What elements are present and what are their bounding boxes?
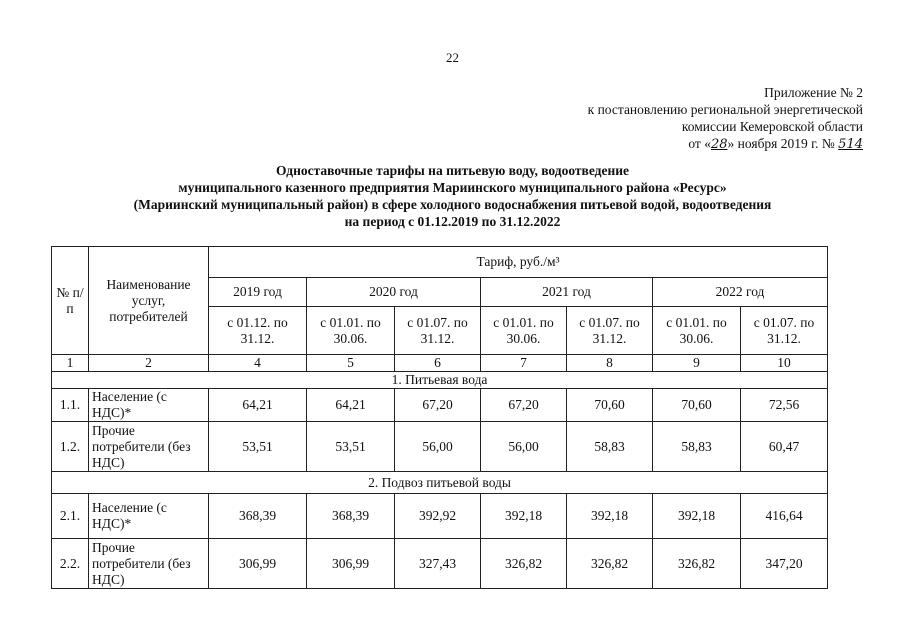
row-value: 326,82: [481, 539, 567, 589]
column-number: 2: [89, 355, 209, 372]
section-title: 1. Питьевая вода: [52, 372, 828, 389]
header-period: с 01.01. по 30.06.: [307, 307, 395, 355]
document-title: [40, 162, 865, 230]
row-value: 64,21: [307, 389, 395, 422]
row-value: 347,20: [741, 539, 828, 589]
date-day: 28: [710, 137, 728, 152]
header-period: с 01.01. по 30.06.: [481, 307, 567, 355]
column-number-row: [52, 355, 828, 372]
column-number: 8: [567, 355, 653, 372]
row-value: 368,39: [209, 494, 307, 539]
row-value: 56,00: [395, 422, 481, 472]
row-value: 306,99: [307, 539, 395, 589]
column-number: 5: [307, 355, 395, 372]
column-number: 6: [395, 355, 481, 372]
title-line-1: Одноставочные тарифы на питьевую воду, водоотведение: [275, 163, 630, 178]
header-num: № п/п: [52, 247, 89, 355]
column-number: 9: [653, 355, 741, 372]
row-num: 1.1.: [52, 389, 89, 422]
header-period: с 01.12. по 31.12.: [209, 307, 307, 355]
row-value: 67,20: [481, 389, 567, 422]
row-num: 1.2.: [52, 422, 89, 472]
column-number: 7: [481, 355, 567, 372]
date-prefix: от «: [688, 136, 711, 151]
title-line-3: (Мариинский муниципальный район) в сфере холодного водоснабжения питьевой водой, водоотведения: [133, 197, 772, 212]
title-line-4: на период с 01.12.2019 по 31.12.2022: [344, 214, 561, 229]
row-value: 326,82: [653, 539, 741, 589]
row-value: 53,51: [307, 422, 395, 472]
appendix-title: Приложение № 2: [764, 85, 863, 100]
row-value: 326,82: [567, 539, 653, 589]
row-name: Прочие потребители (без НДС): [89, 422, 209, 472]
title-line-2: муниципального казенного предприятия Мариинского муниципального района «Ресурс»: [178, 180, 727, 195]
row-value: 72,56: [741, 389, 828, 422]
column-number: 1: [52, 355, 89, 372]
header-period: с 01.07. по 31.12.: [741, 307, 828, 355]
row-num: 2.1.: [52, 494, 89, 539]
column-number: 4: [209, 355, 307, 372]
row-name: Население (с НДС)*: [89, 494, 209, 539]
appendix-commission: комиссии Кемеровской области: [681, 119, 863, 134]
header-period: с 01.01. по 30.06.: [653, 307, 741, 355]
header-year-2022: 2022 год: [653, 278, 828, 307]
row-value: 392,18: [653, 494, 741, 539]
page-number: 22: [446, 50, 459, 65]
appendix-block: [588, 84, 863, 153]
date-mid: » ноября 2019 г. №: [727, 136, 839, 151]
row-value: 327,43: [395, 539, 481, 589]
table-row: [52, 422, 828, 472]
appendix-date-line: [588, 135, 863, 153]
row-value: 67,20: [395, 389, 481, 422]
row-value: 392,18: [567, 494, 653, 539]
row-value: 70,60: [653, 389, 741, 422]
row-value: 56,00: [481, 422, 567, 472]
row-value: 60,47: [741, 422, 828, 472]
header-tariff: Тариф, руб./м³: [209, 247, 828, 278]
row-value: 64,21: [209, 389, 307, 422]
row-value: 306,99: [209, 539, 307, 589]
row-name: Прочие потребители (без НДС): [89, 539, 209, 589]
row-num: 2.2.: [52, 539, 89, 589]
table-row: [52, 539, 828, 589]
row-value: 392,92: [395, 494, 481, 539]
section-row: [52, 372, 828, 389]
header-name: Наименование услуг, потребителей: [89, 247, 209, 355]
row-value: 58,83: [567, 422, 653, 472]
section-title: 2. Подвоз питьевой воды: [52, 472, 828, 494]
header-period: с 01.07. по 31.12.: [395, 307, 481, 355]
row-value: 416,64: [741, 494, 828, 539]
table-row: [52, 494, 828, 539]
header-year-2019: 2019 год: [209, 278, 307, 307]
row-value: 53,51: [209, 422, 307, 472]
row-value: 58,83: [653, 422, 741, 472]
header-year-2021: 2021 год: [481, 278, 653, 307]
header-period: с 01.07. по 31.12.: [567, 307, 653, 355]
header-year-2020: 2020 год: [307, 278, 481, 307]
section-row: [52, 472, 828, 494]
appendix-resolution: к постановлению региональной энергетической: [587, 102, 863, 117]
tariff-table: [51, 246, 828, 589]
header-row-tariff: [52, 247, 828, 278]
row-value: 70,60: [567, 389, 653, 422]
column-number: 10: [741, 355, 828, 372]
row-name: Население (с НДС)*: [89, 389, 209, 422]
resolution-number: 514: [838, 137, 863, 152]
table-row: [52, 389, 828, 422]
row-value: 392,18: [481, 494, 567, 539]
row-value: 368,39: [307, 494, 395, 539]
